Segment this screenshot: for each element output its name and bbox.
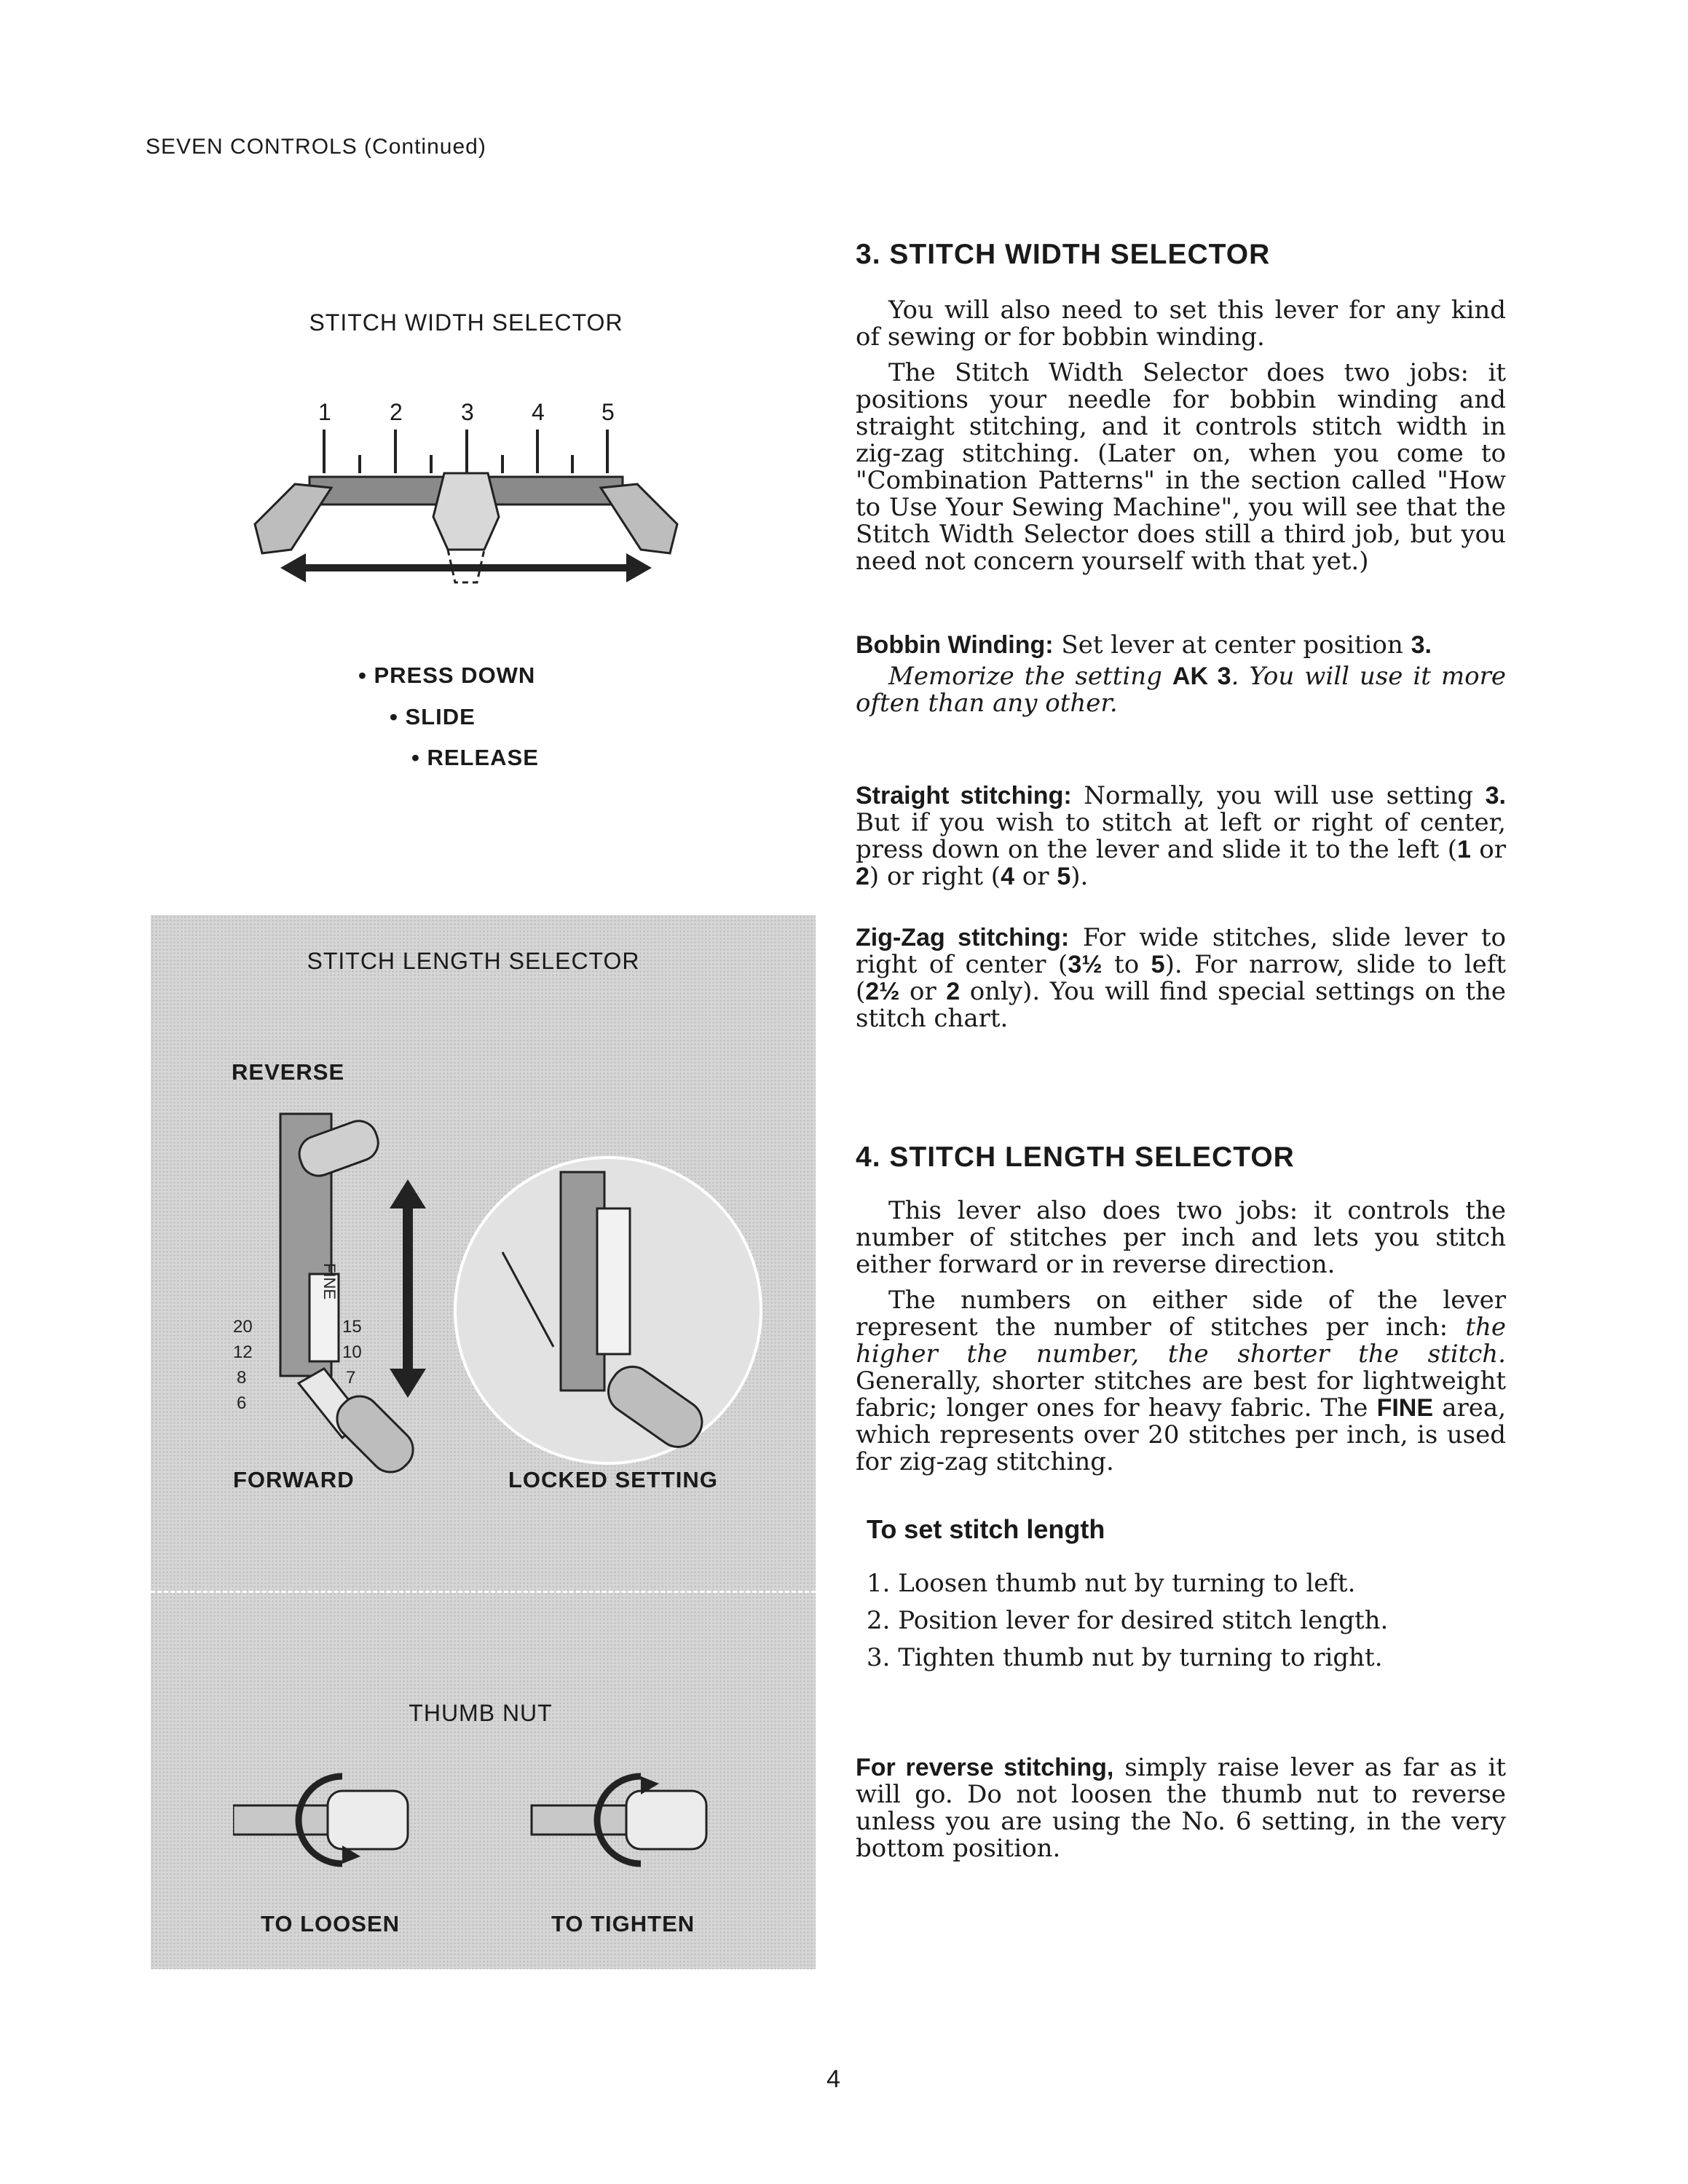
scale-left-20: 20 (233, 1317, 253, 1337)
to-tighten-label: TO TIGHTEN (551, 1911, 695, 1936)
width-figure-title: STITCH WIDTH SELECTOR (309, 309, 623, 336)
section-4-para-1: This lever also does two jobs: it controls the number of stitches per inch and lets you stitch either forward or in reverse direction. (856, 1196, 1506, 1279)
step-item: 3. Tighten thumb nut by turning to right. (867, 1643, 1383, 1672)
page-number: 4 (827, 2065, 840, 2093)
step-item: 1. Loosen thumb nut by turning to left. (867, 1569, 1356, 1598)
width-number-row (277, 399, 655, 428)
panel-divider (151, 1591, 816, 1593)
bullet-slide: • SLIDE (390, 704, 476, 729)
to-loosen-label: TO LOOSEN (261, 1911, 401, 1936)
section-3-para-2: The Stitch Width Selector does two jobs: it positions your needle for bobbin winding and straight stitching, and it controls stitch width in zig-zag stitching. (Later on, when you come to "Combination Patterns" in the section called "How to Use Your Sewing Machine", you will see that the Stitch Width Selector does still a third job, but you need not concern yourself with that yet.) (856, 358, 1506, 576)
scale-right-10: 10 (342, 1342, 362, 1362)
forward-label: FORWARD (233, 1467, 355, 1492)
thumbnut-title: THUMB NUT (409, 1700, 553, 1726)
scale-left-6: 6 (237, 1393, 247, 1413)
scale-right-7: 7 (346, 1368, 356, 1388)
scale-fine-text: FINE (320, 1263, 339, 1300)
stitch-length-lever-illustration (197, 1107, 765, 1485)
reverse-stitching-para: For reverse stitching, simply raise lever as far as it will go. Do not loosen the thumb nut to reverse unless you are using the No. 6 setting, in the very bottom position. (856, 1753, 1506, 1863)
section-3-body (856, 297, 1506, 575)
scale-left-8: 8 (237, 1368, 247, 1388)
width-number-1: 1 (318, 399, 331, 425)
set-stitch-length-heading: To set stitch length (867, 1514, 1105, 1544)
stitch-width-lever-illustration (240, 430, 692, 612)
bullet-press-down: • PRESS DOWN (358, 662, 536, 688)
length-figure-title: STITCH LENGTH SELECTOR (307, 948, 640, 974)
locked-setting-label: LOCKED SETTING (508, 1467, 718, 1492)
scale-left-12: 12 (233, 1342, 253, 1362)
bullet-release: • RELEASE (411, 745, 539, 770)
reverse-label: REVERSE (232, 1059, 345, 1085)
width-number-3: 3 (461, 399, 474, 425)
section-4-heading: 4. STITCH LENGTH SELECTOR (856, 1142, 1295, 1173)
scale-right-15: 15 (342, 1317, 362, 1337)
width-number-2: 2 (390, 399, 403, 425)
section-3-heading: 3. STITCH WIDTH SELECTOR (856, 239, 1271, 270)
set-stitch-length-steps (867, 1565, 1507, 1677)
section-4-body (856, 1198, 1506, 1476)
page-header: SEVEN CONTROLS (Continued) (146, 135, 486, 159)
step-item: 2. Position lever for desired stitch length. (867, 1606, 1389, 1635)
width-number-4: 4 (532, 399, 545, 425)
thumb-nut-illustration (233, 1762, 743, 1886)
bobbin-winding-para: Bobbin Winding: Set lever at center position 3. Memorize the setting AK 3. You will use it more often than any other. (856, 630, 1507, 718)
zigzag-stitching-para: Zig-Zag stitching: For wide stitches, slide lever to right of center (3½ to 5). For narrow, slide to left (2½ or 2 only). You will find special settings on the stitch chart. (856, 923, 1506, 1033)
width-number-5: 5 (602, 399, 615, 425)
section-4-para-2: The numbers on either side of the lever represent the number of stitches per inch: the higher the number, the shorter the stitch. Generally, shorter stitches are best for lightweight fabric; longer ones for heavy fabric. The FINE area, which represents over 20 stitches per inch, is used for zig-zag stitching. (856, 1286, 1506, 1476)
straight-stitching-para: Straight stitching: Normally, you will use setting 3. But if you wish to stitch at left or right of center, press down on the lever and slide it to the left (1 or 2) or right (4 or 5). (856, 781, 1506, 891)
section-3-para-1: You will also need to set this lever for any kind of sewing or for bobbin winding. (856, 296, 1506, 352)
